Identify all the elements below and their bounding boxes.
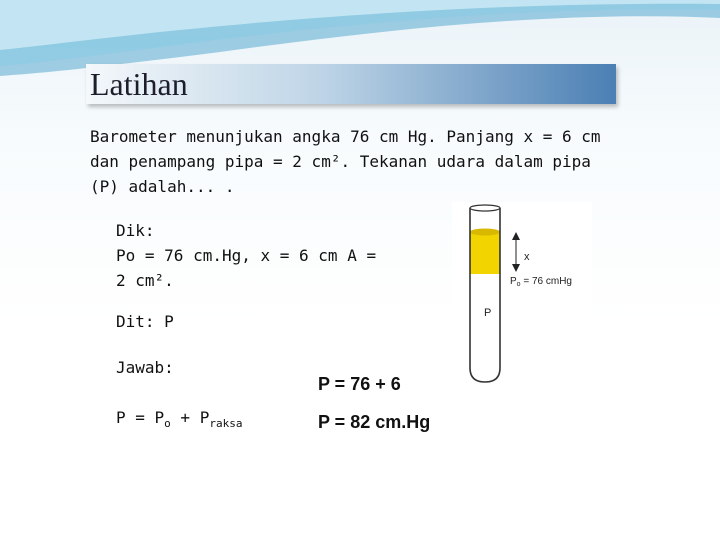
- slide-title: Latihan: [90, 66, 188, 102]
- calculation-result: P = 82 cm.Hg: [318, 412, 431, 432]
- asked-text: Dit: P: [116, 312, 174, 331]
- given-line-1: Po = 76 cm.Hg, x = 6 cm A =: [116, 246, 377, 265]
- label-p0: $P_o = 76$ cmHg: [510, 276, 572, 288]
- given-line-2: 2 cm².: [116, 271, 174, 290]
- formula-subscript-o: o: [164, 417, 171, 431]
- label-x: x: [524, 251, 530, 263]
- formula-subscript-raksa: raksa: [209, 417, 243, 431]
- question-text: Barometer menunjukan angka 76 cm Hg. Panjang x = 6 cm dan penampang pipa = 2 cm². Tekanan udara dalam pipa (P) adalah... .: [90, 127, 601, 196]
- formula-lhs: P = P: [116, 408, 165, 427]
- formula-plus: + P: [170, 408, 210, 427]
- pressure-formula: [116, 408, 242, 430]
- tube-diagram: [452, 202, 592, 384]
- label-p: P: [484, 307, 492, 319]
- answer-label: Jawab:: [116, 358, 174, 377]
- title-bar: [86, 64, 616, 104]
- calculation-step-1: P = 76 + 6: [318, 374, 401, 394]
- mercury-column: [470, 232, 500, 274]
- given-label: Dik:: [116, 221, 155, 240]
- given-block: [116, 218, 436, 293]
